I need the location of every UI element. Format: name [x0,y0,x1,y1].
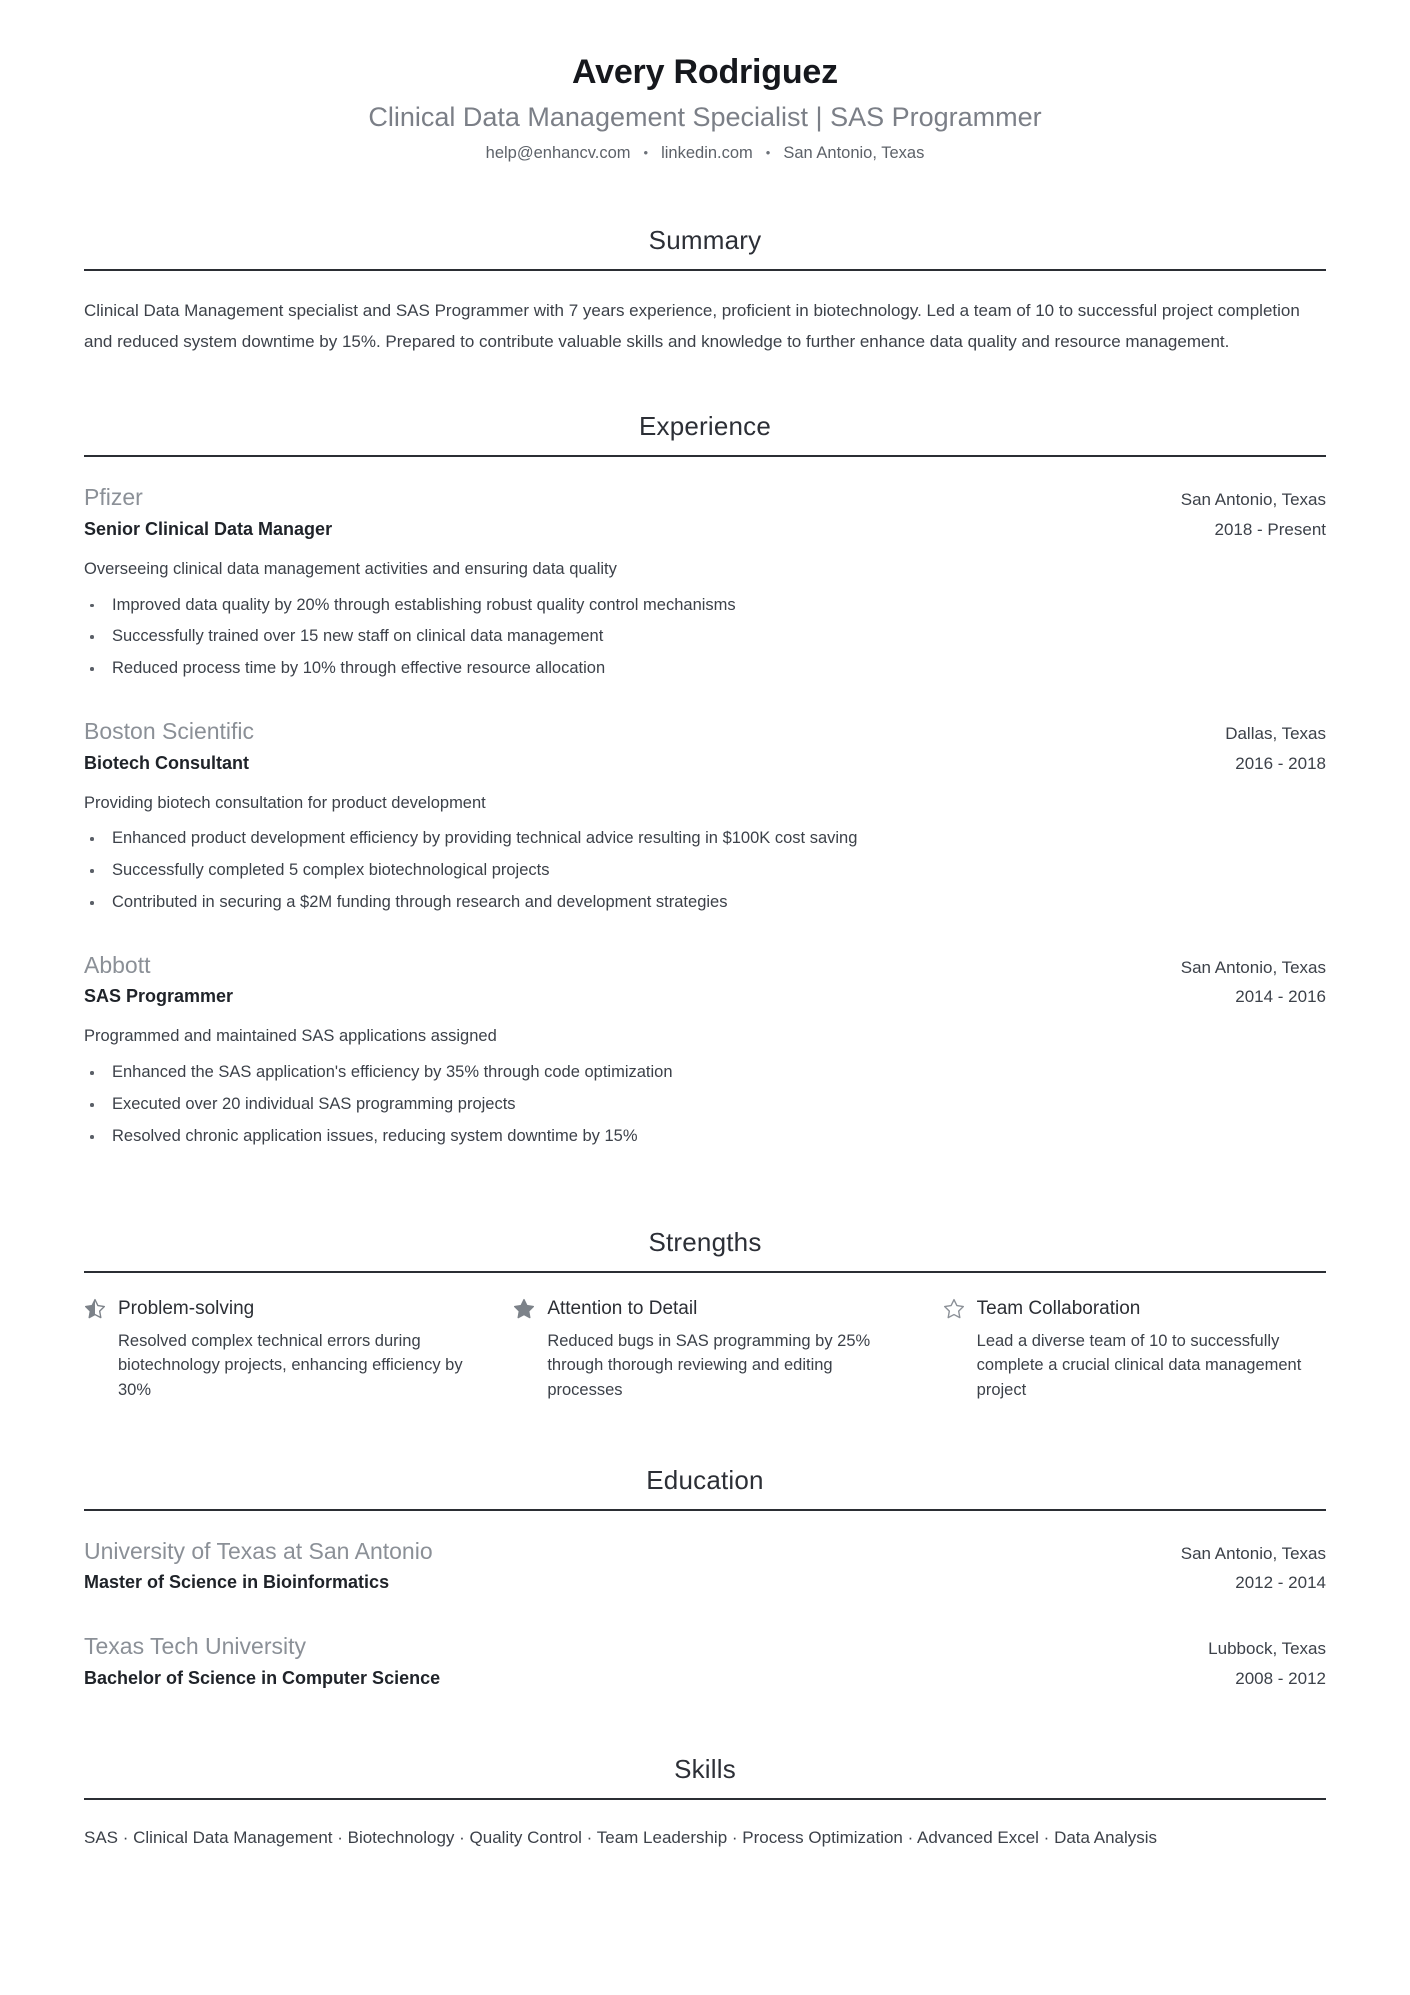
job-bullets [84,594,1326,682]
education-entry-sub [84,1664,1326,1692]
experience-entry-top [84,949,1326,982]
list-item: Enhanced product development efficiency by providing technical advice resulting in $100K cost saving [84,827,1326,851]
section-heading-summary: Summary [648,224,762,255]
star-outline-icon [943,1298,965,1320]
company-name: Boston Scientific [84,718,255,745]
section-divider [84,1509,1326,1511]
education-entry-top [84,1630,1326,1663]
degree-title: Master of Science in Bioinformatics [84,1572,390,1593]
degree-dates: 2012 - 2014 [1235,1573,1326,1593]
school-name: Texas Tech University [84,1633,306,1660]
star-half-icon [84,1298,106,1320]
section-divider [84,1798,1326,1800]
company-name: Pfizer [84,484,143,511]
section-skills [84,1754,1326,1851]
experience-entry [84,715,1326,915]
job-description: Programmed and maintained SAS applications assigned [84,1027,497,1046]
contact-linkedin[interactable]: linkedin.com [661,143,753,162]
strength-description: Reduced bugs in SAS programming by 25% through thorough reviewing and editing processes [547,1331,871,1400]
education-entry-top [84,1535,1326,1568]
page-title: Avery Rodriguez [572,53,838,91]
experience-entry [84,481,1326,681]
strength-header [513,1297,896,1322]
company-location: San Antonio, Texas [1180,958,1326,978]
experience-entry-sub [84,982,1326,1010]
education-entry [84,1535,1326,1596]
list-item: Executed over 20 individual SAS programming projects [84,1093,1326,1117]
job-description: Providing biotech consultation for product development [84,793,486,812]
strength-item [943,1297,1326,1403]
experience-entry-sub [84,749,1326,777]
degree-title: Bachelor of Science in Computer Science [84,1667,441,1688]
contact-separator-icon: • [765,144,771,160]
list-item: Enhanced the SAS application's efficiency by 35% through code optimization [84,1061,1326,1085]
strength-description: Resolved complex technical errors during biotechnology projects, enhancing efficiency by 30% [118,1331,463,1400]
job-dates: 2018 - Present [1214,519,1326,539]
section-heading-experience: Experience [638,411,772,442]
section-experience [84,411,1326,1149]
job-dates: 2014 - 2016 [1235,987,1326,1007]
company-location: San Antonio, Texas [1180,490,1326,510]
contact-line [84,144,1326,163]
section-summary [84,225,1326,358]
experience-entry-sub [84,515,1326,543]
job-title: SAS Programmer [84,986,234,1007]
school-location: San Antonio, Texas [1180,1543,1326,1563]
strength-title: Team Collaboration [976,1298,1141,1319]
section-strengths [84,1227,1326,1403]
school-location: Lubbock, Texas [1208,1639,1326,1659]
contact-separator-icon: • [643,144,649,160]
star-filled-icon [513,1298,535,1320]
school-name: University of Texas at San Antonio [84,1537,433,1564]
professional-headline: Clinical Data Management Specialist | SAS Programmer [368,101,1042,132]
strength-header [84,1297,467,1322]
section-divider [84,455,1326,457]
job-title: Biotech Consultant [84,752,249,773]
list-item: Successfully completed 5 complex biotechnological projects [84,859,1326,883]
list-item: Reduced process time by 10% through effective resource allocation [84,657,1326,681]
education-entry-sub [84,1568,1326,1596]
job-description: Overseeing clinical data management activities and ensuring data quality [84,559,617,578]
skills-list: SAS · Clinical Data Management · Biotechnology · Quality Control · Team Leadership · Process Optimization · Advanced Excel · Data Analysis [84,1827,1158,1847]
summary-text: Clinical Data Management specialist and SAS Programmer with 7 years experience, proficient in biotechnology. Led a team of 10 to successful project completion and reduced system downtime by 15%. Prepared to contribute valuable skills and knowledge to further enhance data quality and resource management. [84,300,1300,351]
company-location: Dallas, Texas [1225,724,1326,744]
strength-item [84,1297,467,1403]
list-item: Improved data quality by 20% through establishing robust quality control mechanisms [84,594,1326,618]
list-item: Successfully trained over 15 new staff on clinical data management [84,625,1326,649]
section-heading-education: Education [646,1464,764,1495]
experience-entry-top [84,481,1326,514]
section-education [84,1465,1326,1692]
job-bullets [84,827,1326,915]
contact-location: San Antonio, Texas [783,143,925,162]
list-item: Resolved chronic application issues, reducing system downtime by 15% [84,1125,1326,1149]
strength-header [943,1297,1326,1322]
experience-entry [84,949,1326,1149]
contact-email[interactable]: help@enhancv.com [485,143,631,162]
job-title: Senior Clinical Data Manager [84,518,333,539]
section-divider [84,1271,1326,1273]
strength-title: Problem-solving [118,1298,255,1319]
strengths-grid [84,1297,1326,1403]
resume-header [84,52,1326,163]
experience-entry-top [84,715,1326,748]
education-entry [84,1630,1326,1691]
strength-item [513,1297,896,1403]
list-item: Contributed in securing a $2M funding through research and development strategies [84,891,1326,915]
strength-title: Attention to Detail [547,1298,698,1319]
section-heading-strengths: Strengths [648,1227,762,1257]
job-bullets [84,1061,1326,1149]
degree-dates: 2008 - 2012 [1235,1668,1326,1688]
company-name: Abbott [84,952,151,979]
strength-description: Lead a diverse team of 10 to successfully complete a crucial clinical data management project [976,1331,1302,1400]
section-heading-skills: Skills [674,1753,736,1784]
section-divider [84,269,1326,271]
job-dates: 2016 - 2018 [1235,753,1326,773]
